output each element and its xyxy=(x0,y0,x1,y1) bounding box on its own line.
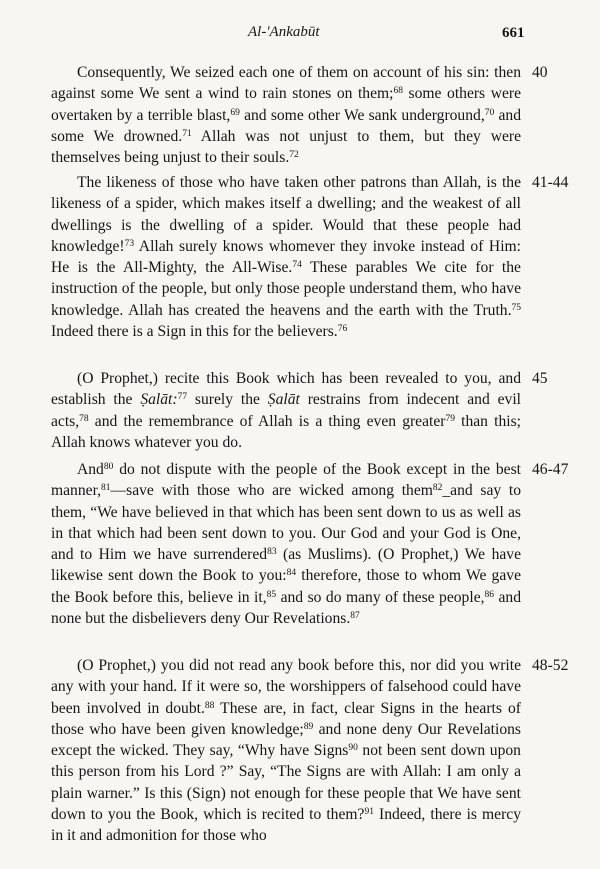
text-run: therefore, those to whom We gave the Book before this, believe in it, xyxy=(51,567,521,606)
footnote-marker: 73 xyxy=(124,238,135,249)
footnote-marker: 81 xyxy=(101,483,111,494)
passage-text xyxy=(51,62,521,168)
text-run: These parables We cite for the instruction of the people, but only those people understand them, who have knowledge. Allah has created the heavens and the earth with the Truth. xyxy=(51,259,521,319)
footnote-marker: 75 xyxy=(511,302,521,313)
passage-text xyxy=(51,172,521,342)
passage-paragraph xyxy=(51,368,521,453)
text-run: (as Muslims). (O Prophet,) We have likewise sent down the Book to you: xyxy=(51,546,521,585)
text-run: Indeed, there is mercy in it and admonition for those who xyxy=(51,806,521,845)
text-run: And xyxy=(77,461,104,478)
footnote-marker: 87 xyxy=(350,611,360,622)
text-run: Allah surely knows whomever they invoke instead of Him: He is the All-Mighty, the All-Wise. xyxy=(51,237,521,277)
footnote-marker: 72 xyxy=(289,150,299,161)
text-run: These are, in fact, clear Signs in the hearts of those who have been given knowledge; xyxy=(51,699,522,738)
text-run: (O Prophet,) recite this Book which has been revealed to you, and establish the xyxy=(51,370,521,409)
text-run: and the remembrance of Allah is a thing even greater xyxy=(88,412,446,430)
text-run: and none deny Our Revelations except the wicked. They say, “Why have Signs xyxy=(51,720,521,760)
footnote-marker: 69 xyxy=(230,107,240,118)
passage-paragraph xyxy=(51,172,521,342)
text-run: The likeness of those who have taken other patrons than Allah, is the likeness of a spider, which makes itself a dwelling; and the weakest of all dwellings is the dwelling of a spider. Would that these people had knowledge! xyxy=(51,174,521,255)
text-run: some others were overtaken by a terrible blast, xyxy=(51,85,521,124)
text-run: _and say to them, “We have believed in that which has been sent down to us as well as in that which had been sent down to you. Our God and your God is One, and to Him we have surrendered xyxy=(51,482,521,564)
chapter-title: Al-'Ankabūt xyxy=(248,24,320,40)
passage-paragraph xyxy=(51,62,521,168)
verse-reference: 46-47 xyxy=(532,461,569,478)
footnote-marker: 83 xyxy=(267,547,277,558)
passage-paragraph xyxy=(51,459,521,629)
footnote-marker: 91 xyxy=(364,807,374,818)
footnote-marker: 68 xyxy=(393,86,403,97)
footnote-marker: 71 xyxy=(182,128,192,139)
text-run: restrains from indecent and evil acts, xyxy=(51,391,521,430)
passage-paragraph xyxy=(51,655,521,847)
text-run: Allah was not unjust to them, but they were themselves being unjust to their souls. xyxy=(51,127,521,167)
footnote-marker: 78 xyxy=(79,413,89,424)
passage-text xyxy=(51,368,521,453)
text-run: not been sent down upon this person from his Lord ?” Say, “The Signs are with Allah: I am only a plain warner.” Is this (Sign) not enough for these people that We have sent down to you the Book, which is recited to them? xyxy=(51,742,521,824)
footnote-marker: 86 xyxy=(484,589,495,600)
verse-reference: 40 xyxy=(532,64,548,81)
text-run: and some other We sank underground, xyxy=(239,106,485,124)
footnote-marker: 82 xyxy=(432,483,443,494)
footnote-marker: 89 xyxy=(303,721,314,732)
footnote-marker: 85 xyxy=(266,589,277,600)
verse-reference: 41-44 xyxy=(532,174,569,191)
text-run: —save with those who are wicked among them xyxy=(110,482,433,500)
text-run: and so do many of these people, xyxy=(276,588,485,606)
footnote-marker: 88 xyxy=(204,700,215,711)
footnote-marker: 79 xyxy=(445,413,455,424)
verse-reference: 45 xyxy=(532,370,548,387)
text-run: and none but the disbelievers deny Our Revelations. xyxy=(51,588,521,628)
text-run: and some We drowned. xyxy=(51,106,521,145)
footnote-marker: 76 xyxy=(337,324,348,335)
text-run: do not dispute with the people of the Book except in the best manner, xyxy=(51,461,521,500)
footnote-marker: 90 xyxy=(348,743,358,754)
text-run: Indeed there is a Sign in this for the believers. xyxy=(51,323,338,341)
footnote-marker: 77 xyxy=(177,392,188,403)
text-run: Consequently, We seized each one of them on account of his sin: then against some We sent a wind to rain stones on them; xyxy=(51,64,521,103)
passage-text xyxy=(51,459,521,629)
italic-term: Ṣalāt: xyxy=(140,391,178,409)
text-run: than this; Allah knows whatever you do. xyxy=(51,412,521,451)
footnote-marker: 70 xyxy=(484,107,495,118)
footnote-marker: 84 xyxy=(286,568,297,579)
footnote-marker: 74 xyxy=(292,260,302,271)
text-run: (O Prophet,) you did not read any book before this, nor did you write any with your hand. If it were so, the worshippers of falsehood could have been involved in doubt. xyxy=(51,657,521,717)
italic-term: Ṣalāt xyxy=(267,391,300,409)
footnote-marker: 80 xyxy=(103,462,114,472)
page-number: 661 xyxy=(502,25,525,41)
text-run: surely the xyxy=(187,391,268,409)
running-head xyxy=(0,22,600,44)
verse-reference: 48-52 xyxy=(532,657,569,674)
passage-text xyxy=(51,655,521,847)
